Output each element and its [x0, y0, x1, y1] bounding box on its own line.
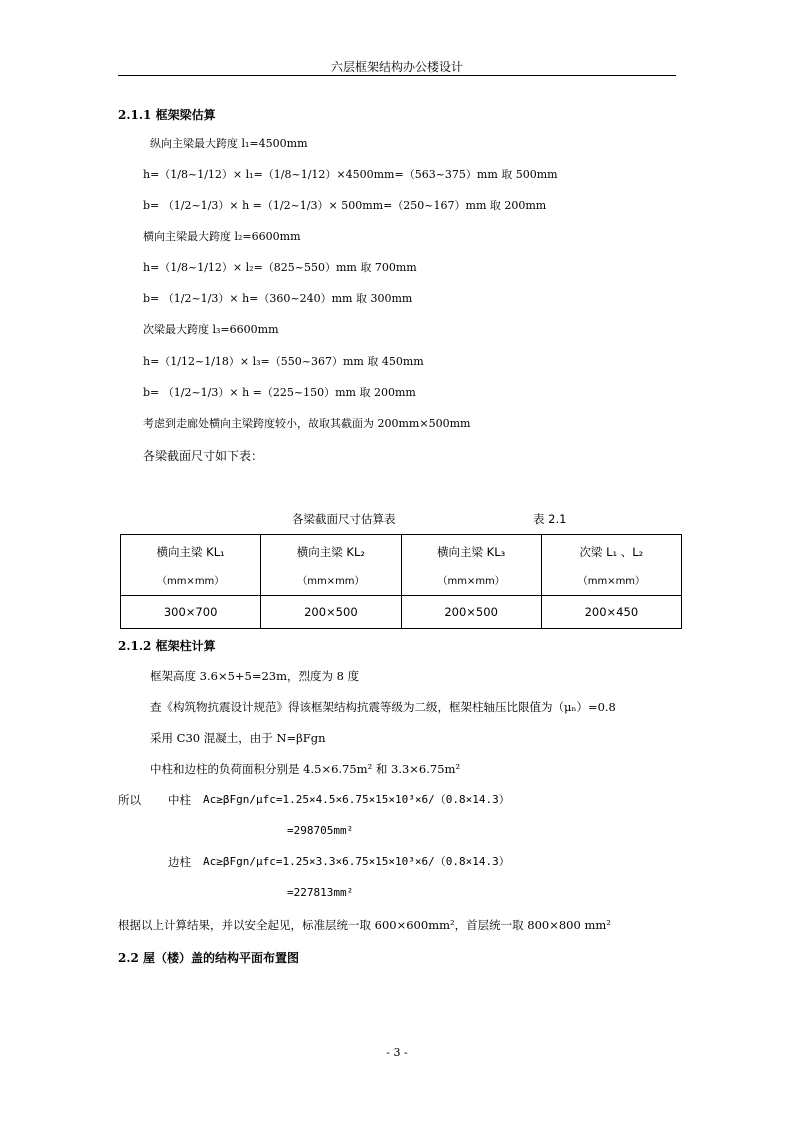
mid-column-result: =298705mm²: [287, 824, 354, 837]
text-line: h=（1/8~1/12）× l₂=（825~550）mm 取 700mm: [143, 261, 417, 274]
table-caption: 各梁截面尺寸估算表: [292, 512, 396, 526]
table-cell: 300×700: [121, 596, 261, 629]
header-line-1: 横向主梁 KL₃: [437, 544, 506, 559]
section-heading-2-2: 2.2 屋（楼）盖的结构平面布置图: [118, 951, 300, 965]
table-cell: 200×500: [261, 596, 401, 629]
text-line: 框架高度 3.6×5+5=23m，烈度为 8 度: [150, 669, 360, 683]
section-heading-2-1-1: 2.1.1 框架梁估算: [118, 108, 216, 122]
table-header-cell: [121, 535, 261, 596]
text-line: b= （1/2~1/3）× h =（1/2~1/3）× 500mm=（250~167）mm 取 200mm: [143, 199, 547, 212]
mid-column-label: 中柱: [168, 793, 191, 807]
header-line-2: （mm×mm）: [437, 575, 505, 587]
mid-column-formula: Ac≥βFgn/μfc=1.25×4.5×6.75×15×10³×6/（0.8×14.3）: [203, 793, 510, 806]
header-line-2: （mm×mm）: [156, 575, 225, 587]
header-line-1: 次梁 L₁ 、L₂: [579, 544, 644, 559]
text-line: h=（1/8~1/12）× l₁=（1/8~1/12）×4500mm=（563~375）mm 取 500mm: [143, 168, 558, 181]
header-rule: [118, 75, 676, 76]
text-line: b= （1/2~1/3）× h =（225~150）mm 取 200mm: [143, 386, 416, 399]
header-line-1: 横向主梁 KL₂: [296, 544, 365, 559]
table-header-cell: [261, 535, 401, 596]
text-line: 考虑到走廊处横向主梁跨度较小，故取其截面为 200mm×500mm: [143, 417, 471, 430]
header-line-1: 横向主梁 KL₁: [156, 544, 225, 559]
edge-column-formula: Ac≥βFgn/μfc=1.25×3.3×6.75×15×10³×6/（0.8×14.3）: [203, 855, 510, 868]
text-line: 中柱和边柱的负荷面积分别是 4.5×6.75m² 和 3.3×6.75m²: [150, 762, 461, 776]
edge-column-label: 边柱: [168, 855, 191, 869]
table-row: [121, 596, 682, 629]
calc-prefix: 所以: [118, 793, 141, 807]
text-line: 纵向主梁最大跨度 l₁=4500mm: [150, 137, 308, 150]
table-cell: 200×500: [401, 596, 541, 629]
table-header-cell: [401, 535, 541, 596]
text-line: h=（1/12~1/18）× l₃=（550~367）mm 取 450mm: [143, 355, 424, 368]
table-header-cell: [541, 535, 681, 596]
table-label: 表 2.1: [533, 512, 567, 526]
page-number: - 3 -: [386, 1046, 408, 1059]
edge-column-result: =227813mm²: [287, 886, 354, 899]
header-line-2: （mm×mm）: [577, 575, 646, 587]
header-line-2: （mm×mm）: [297, 575, 365, 587]
text-line: 查《构筑物抗震设计规范》得该框架结构抗震等级为二级，框架柱轴压比限值为（μₙ）=0.8: [150, 700, 616, 714]
text-line: 各梁截面尺寸如下表：: [143, 449, 264, 463]
conclusion-text: 根据以上计算结果，并以安全起见，标准层统一取 600×600mm²，首层统一取 800×800 mm²: [118, 918, 611, 932]
section-heading-2-1-2: 2.1.2 框架柱计算: [118, 639, 216, 653]
table-cell: 200×450: [541, 596, 681, 629]
text-line: 横向主梁最大跨度 l₂=6600mm: [143, 230, 301, 243]
text-line: 次梁最大跨度 l₃=6600mm: [143, 323, 279, 336]
text-line: b= （1/2~1/3）× h=（360~240）mm 取 300mm: [143, 292, 413, 305]
page-header-title: 六层框架结构办公楼设计: [330, 60, 463, 74]
table-header-row: [121, 535, 682, 596]
beam-size-table: [120, 534, 682, 629]
text-line: 采用 C30 混凝土，由于 N=βFgn: [150, 731, 326, 745]
